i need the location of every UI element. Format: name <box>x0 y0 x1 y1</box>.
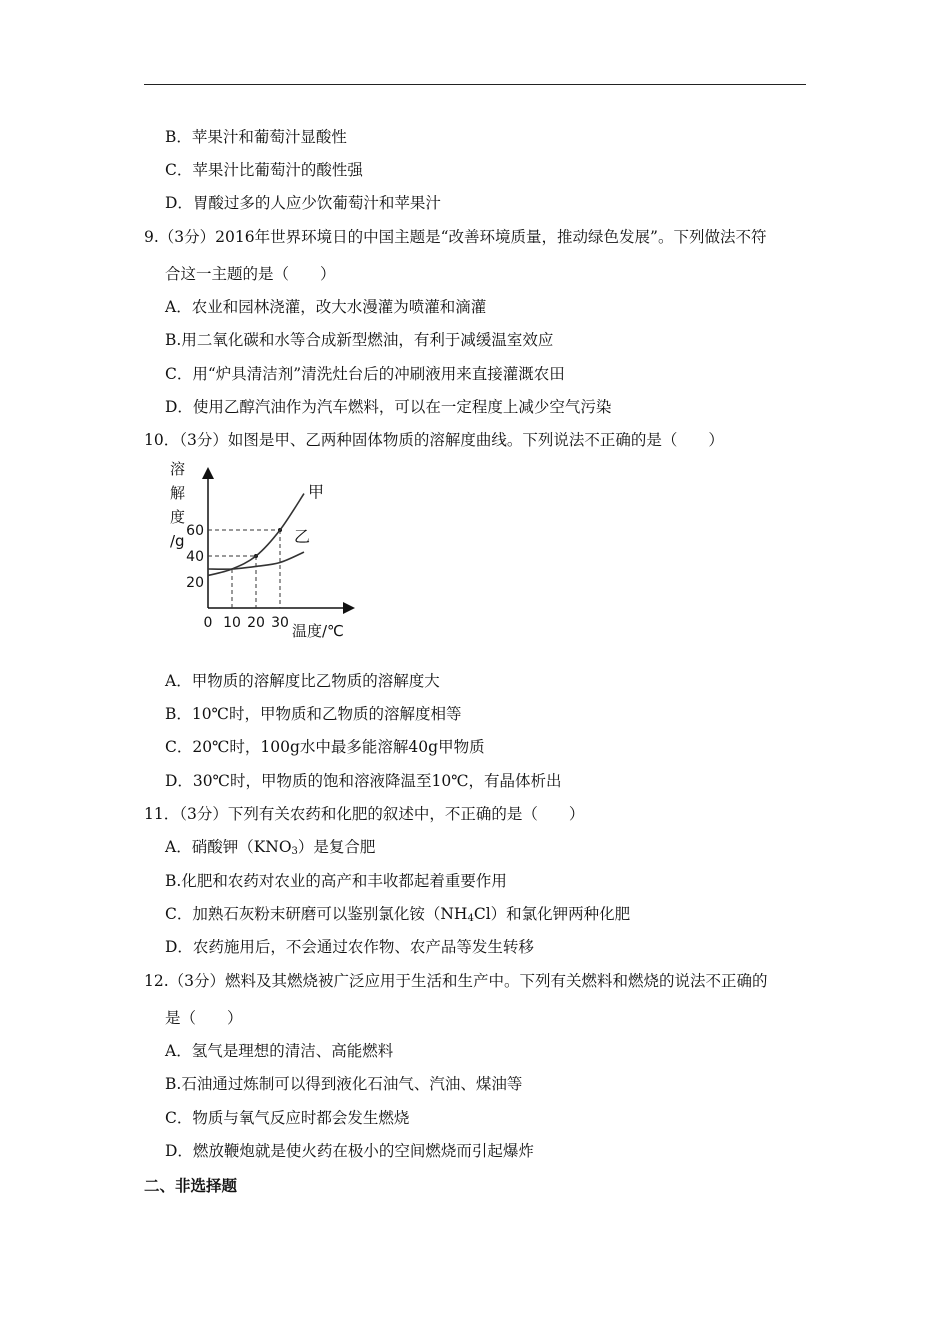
q11-option-c <box>165 904 630 929</box>
q9-option-b: B.用二氧化碳和水等合成新型燃油，有利于减缓温室效应 <box>165 331 554 349</box>
y-axis-label-char: 度 <box>170 508 186 526</box>
curves <box>208 483 324 576</box>
q10-stem: 10．（3分）如图是甲、乙两种固体物质的溶解度曲线。下列说法不正确的是（ ） <box>144 431 724 449</box>
y-axis-label-char: /g <box>170 532 185 550</box>
q11-option-c-text: C．加熟石灰粉末研磨可以鉴别氯化铵（NH <box>165 905 468 923</box>
x-tick-label: 20 <box>247 615 265 631</box>
solubility-chart <box>160 460 370 645</box>
q11-option-b: B.化肥和农药对农业的高产和丰收都起着重要作用 <box>165 872 507 890</box>
q10-option-d: D．30℃时，甲物质的饱和溶液降温至10℃，有晶体析出 <box>165 772 562 790</box>
q10-option-b: B．10℃时，甲物质和乙物质的溶解度相等 <box>165 705 462 723</box>
q12-option-a: A．氢气是理想的清洁、高能燃料 <box>165 1042 394 1060</box>
y-tick-label: 60 <box>186 523 204 539</box>
q9-stem-line2: 合这一主题的是（ ） <box>165 265 336 283</box>
q11-option-c-subscript: 4 <box>467 913 474 924</box>
origin-label: 0 <box>203 615 213 631</box>
y-axis-label-char: 溶 <box>170 460 186 478</box>
q9-option-d: D．使用乙醇汽油作为汽车燃料，可以在一定程度上减少空气污染 <box>165 398 612 416</box>
y-axis-label-char: 解 <box>170 484 186 502</box>
series-label: 乙 <box>294 527 311 547</box>
q10-option-c: C．20℃时，100g水中最多能溶解40g甲物质 <box>165 738 485 756</box>
q12-option-b: B.石油通过炼制可以得到液化石油气、汽油、煤油等 <box>165 1075 523 1093</box>
q9-option-a: A．农业和园林浇灌，改大水漫灌为喷灌和滴灌 <box>165 298 487 316</box>
q8-option-b: B．苹果汁和葡萄汁显酸性 <box>165 128 347 146</box>
section-heading: 二、非选择题 <box>144 1176 238 1195</box>
series-label: 甲 <box>308 482 325 502</box>
y-tick-label: 40 <box>186 549 204 565</box>
q11-option-d: D．农药施用后，不会通过农作物、农产品等发生转移 <box>165 938 534 956</box>
x-tick-label: 10 <box>223 615 241 631</box>
x-axis-label: 温度/℃ <box>292 622 344 640</box>
q12-stem-line2: 是（ ） <box>165 1009 243 1027</box>
q10-option-a: A．甲物质的溶解度比乙物质的溶解度大 <box>165 672 440 690</box>
q9-option-c: C．用“炉具清洁剂”清洗灶台后的冲刷液用来直接灌溉农田 <box>165 365 565 383</box>
q11-option-a <box>165 837 375 862</box>
y-axis-label <box>170 460 185 550</box>
header-rule <box>144 84 806 85</box>
x-tick-label: 30 <box>271 615 289 631</box>
q11-option-a-text: A．硝酸钾（KNO <box>165 838 292 856</box>
q8-option-c: C．苹果汁比葡萄汁的酸性强 <box>165 161 363 179</box>
y-tick-label: 20 <box>186 575 204 591</box>
q12-option-d: D．燃放鞭炮就是使火药在极小的空间燃烧而引起爆炸 <box>165 1142 534 1160</box>
q12-stem-line1: 12.（3分）燃料及其燃烧被广泛应用于生活和生产中。下列有关燃料和燃烧的说法不正确的 <box>144 972 768 990</box>
q9-stem-line1: 9.（3分）2016年世界环境日的中国主题是“改善环境质量，推动绿色发展”。下列做法不符 <box>144 228 767 246</box>
q12-option-c: C．物质与氧气反应时都会发生燃烧 <box>165 1109 410 1127</box>
q8-option-d: D．胃酸过多的人应少饮葡萄汁和苹果汁 <box>165 194 441 212</box>
q11-option-c-text-end: Cl）和氯化钾两种化肥 <box>473 905 631 923</box>
q11-stem: 11．（3分）下列有关农药和化肥的叙述中，不正确的是（ ） <box>144 805 585 823</box>
q11-option-a-subscript: 3 <box>291 846 298 857</box>
q11-option-a-text-end: ）是复合肥 <box>297 838 376 856</box>
